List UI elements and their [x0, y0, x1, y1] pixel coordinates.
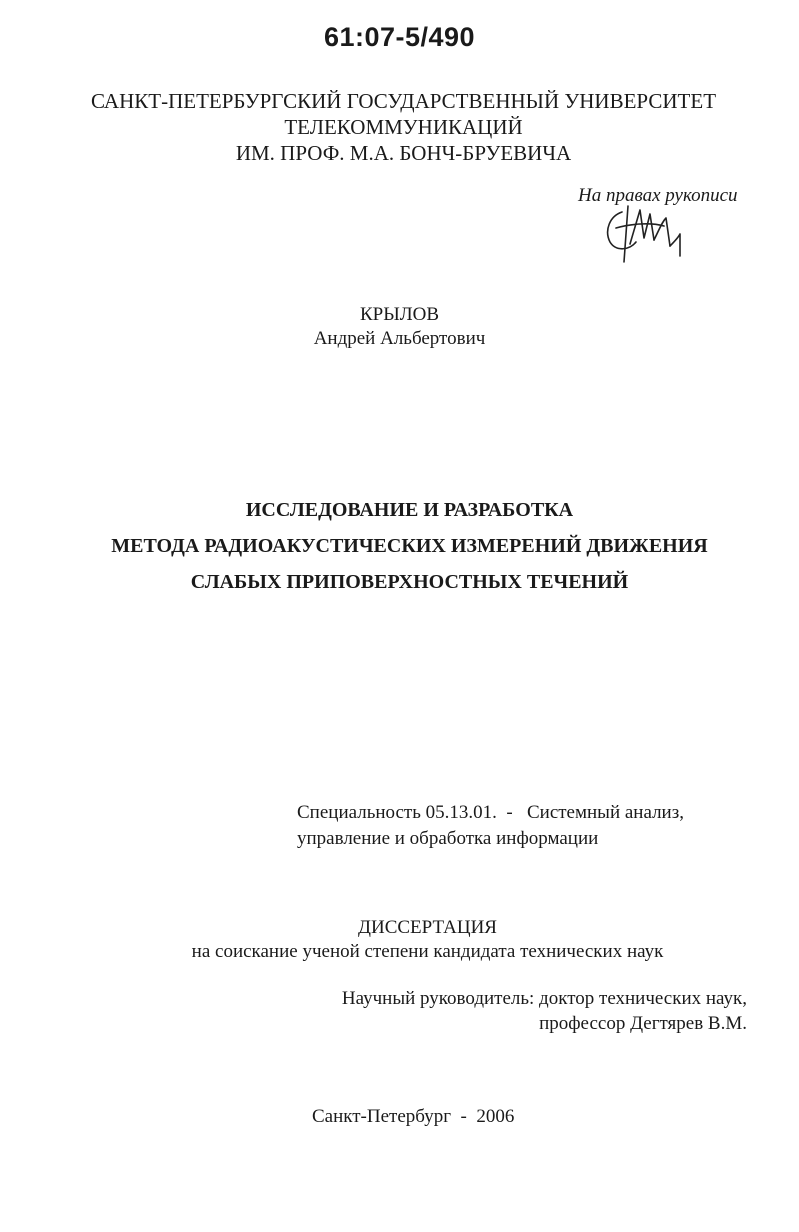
university-header: [4, 88, 799, 166]
author-given-names: Андрей Альбертович: [313, 328, 486, 349]
university-line-1: САНКТ-ПЕТЕРБУРГСКИЙ ГОСУДАРСТВЕННЫЙ УНИВЕРСИТЕТ: [90, 89, 717, 113]
dissertation-subheading: на соискание ученой степени кандидата технических наук: [191, 941, 664, 962]
specialty-line-1: Специальность 05.13.01. - Системный анализ,: [297, 802, 684, 823]
dissertation-title: [10, 492, 799, 600]
author-surname: КРЫЛОВ: [359, 304, 440, 325]
signature: [600, 198, 690, 264]
title-line-3: СЛАБЫХ ПРИПОВЕРХНОСТНЫХ ТЕЧЕНИЙ: [190, 571, 629, 593]
advisor-line-1: Научный руководитель: доктор технических наук,: [341, 988, 747, 1009]
author-block: [0, 303, 799, 351]
title-line-2: МЕТОДА РАДИОАКУСТИЧЕСКИХ ИЗМЕРЕНИЙ ДВИЖЕНИЯ: [111, 535, 708, 557]
specialty-line-2: управление и обработка информации: [297, 828, 599, 849]
advisor-block: [342, 986, 747, 1036]
university-line-2: ТЕЛЕКОММУНИКАЦИЙ: [284, 115, 523, 139]
archive-stamp: 61:07-5/490: [323, 22, 476, 52]
manuscript-rights-note: На правах рукописи: [578, 185, 738, 206]
place-year: Санкт-Петербург - 2006: [312, 1106, 515, 1127]
specialty-block: [297, 800, 684, 852]
advisor-line-2: профессор Дегтярев В.М.: [539, 1013, 747, 1034]
university-line-3: ИМ. ПРОФ. М.А. БОНЧ-БРУЕВИЧА: [235, 141, 572, 165]
title-line-1: ИССЛЕДОВАНИЕ И РАЗРАБОТКА: [245, 499, 574, 521]
dissertation-heading: ДИССЕРТАЦИЯ: [358, 917, 497, 938]
dissertation-block: [28, 916, 799, 964]
